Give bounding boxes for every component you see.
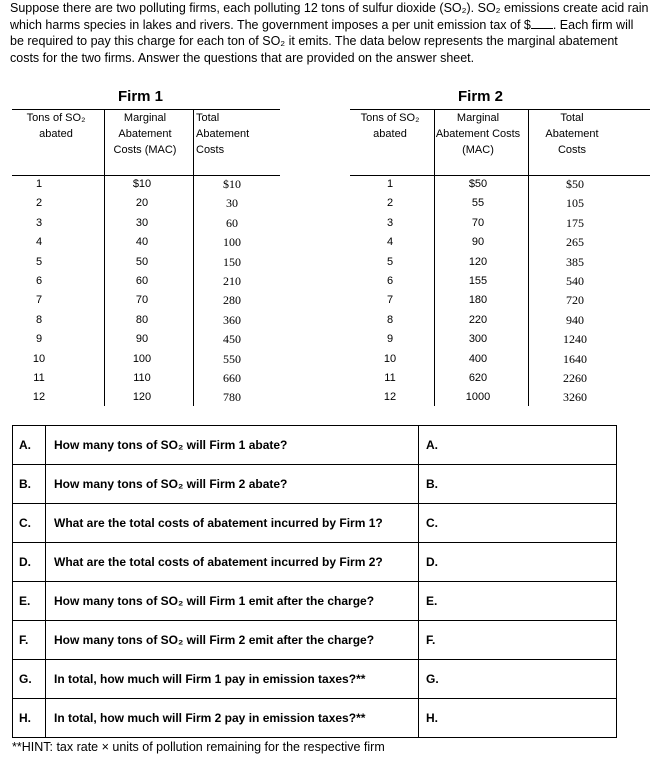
firm1-tons-cell: 7 [35, 294, 43, 307]
firm1-total-cell: 150 [223, 254, 241, 269]
firm1-header-mac: Marginal Abatement Costs (MAC) [113, 112, 177, 156]
firm1-mac-cell: 110 [133, 371, 151, 384]
firm2-tons-cell: 12 [383, 391, 397, 404]
question-letter: F. [13, 621, 46, 660]
firm1-tons-cell: 5 [35, 255, 43, 268]
firm2-tons-cell: 3 [386, 216, 394, 229]
firm1-title: Firm 1 [118, 88, 164, 105]
question-letter: E. [13, 582, 46, 621]
firm2-total-cell: 105 [566, 196, 584, 211]
firm2-tons-cell: 5 [386, 255, 394, 268]
question-letter: D. [13, 543, 46, 582]
firm2-tons-cell: 11 [384, 371, 396, 384]
firm1-total-cell: 100 [223, 235, 241, 250]
answer-cell[interactable]: B. [419, 465, 617, 504]
firm1-mac-cell: 40 [135, 236, 149, 249]
firm1-tons-cell: 4 [35, 236, 43, 249]
firm1-mac-cell: 120 [132, 391, 152, 404]
firm1-mac-cell: 100 [132, 352, 152, 365]
firm2-header-tons: Tons of SO₂ abated [360, 112, 420, 140]
firm2-mac-cell: 90 [471, 236, 485, 249]
question-text: What are the total costs of abatement incurred by Firm 1? [46, 504, 419, 543]
answer-cell[interactable]: A. [419, 426, 617, 465]
answer-cell[interactable]: F. [419, 621, 617, 660]
question-text: How many tons of SO₂ will Firm 1 emit after the charge? [46, 582, 419, 621]
firm1-mac-column [112, 175, 172, 408]
firm2-tons-cell: 4 [386, 236, 394, 249]
question-text: How many tons of SO₂ will Firm 2 abate? [46, 465, 419, 504]
firm2-total-cell: 1240 [563, 332, 587, 347]
question-letter: G. [13, 660, 46, 699]
firm1-tons-cell: 6 [35, 274, 43, 287]
answer-cell[interactable]: D. [419, 543, 617, 582]
firm1-header-tons: Tons of SO₂ abated [26, 112, 86, 140]
firm2-tons-cell: 6 [386, 274, 394, 287]
firm2-total-cell: 1640 [563, 351, 587, 366]
question-row [13, 582, 617, 621]
firm2-tons-column [375, 175, 405, 408]
firm1-total-cell: 210 [223, 273, 241, 288]
firm2-mac-cell: $50 [468, 178, 488, 190]
question-text: How many tons of SO₂ will Firm 2 emit after the charge? [46, 621, 419, 660]
firm2-tons-cell: 2 [386, 197, 394, 210]
question-text: In total, how much will Firm 1 pay in emission taxes?** [46, 660, 419, 699]
question-row [13, 426, 617, 465]
firm1-divider-2 [193, 110, 194, 406]
firm1-total-cell: 780 [223, 390, 241, 405]
firm2-total-cell: 265 [566, 235, 584, 250]
firm1-tons-column [24, 175, 54, 408]
firm2-title: Firm 2 [458, 88, 504, 105]
question-text: How many tons of SO₂ will Firm 1 abate? [46, 426, 419, 465]
firm2-header-mac: Marginal Abatement Costs (MAC) [435, 112, 521, 156]
question-text: What are the total costs of abatement incurred by Firm 2? [46, 543, 419, 582]
firm2-total-cell: 720 [566, 293, 584, 308]
intro-paragraph [10, 0, 650, 66]
firm1-total-cell: 280 [223, 293, 241, 308]
answer-cell[interactable]: G. [419, 660, 617, 699]
firm2-total-cell: $50 [566, 177, 584, 191]
firm1-total-cell: 660 [223, 370, 241, 385]
answer-cell[interactable]: H. [419, 699, 617, 738]
firm1-tons-cell: 9 [35, 333, 43, 346]
firm1-total-cell: 60 [226, 215, 238, 230]
firm2-tons-cell: 7 [386, 294, 394, 307]
firm1-total-cell: 450 [223, 332, 241, 347]
firm2-divider-1 [434, 110, 435, 406]
firm2-mac-column [448, 175, 508, 408]
firm1-tons-cell: 10 [32, 352, 46, 365]
firm2-mac-cell: 70 [471, 216, 485, 229]
question-letter: H. [13, 699, 46, 738]
firm2-total-cell: 3260 [563, 390, 587, 405]
firm2-tons-cell: 8 [386, 313, 394, 326]
question-letter: C. [13, 504, 46, 543]
firm1-header-total: Total Abatement Costs [196, 112, 250, 156]
firm2-total-cell: 940 [566, 312, 584, 327]
firm1-mac-cell: 60 [135, 274, 149, 287]
firm2-mac-cell: 620 [468, 371, 488, 384]
firm1-divider-1 [104, 110, 105, 406]
firm2-total-cell: 385 [566, 254, 584, 269]
firm1-tons-cell: 8 [35, 313, 43, 326]
firm1-total-cell: $10 [223, 177, 241, 191]
firm2-header-total: Total Abatement Costs [545, 112, 599, 156]
firm1-mac-cell: $10 [132, 178, 152, 190]
firm2-mac-cell: 120 [468, 255, 488, 268]
hint-text: **HINT: tax rate × units of pollution remaining for the respective firm [12, 740, 385, 754]
firm2-mac-cell: 400 [468, 352, 488, 365]
firm2-mac-cell: 1000 [465, 391, 491, 404]
intro-text: Suppose there are two polluting firms, each polluting 12 tons of sulfur dioxide (SO₂). SO₂ emissions create acid rain which harms species in lakes and rivers. The government imposes a per unit emission tax of $ [10, 1, 649, 32]
answer-cell[interactable]: C. [419, 504, 617, 543]
firm1-mac-cell: 90 [135, 333, 149, 346]
firm1-mac-cell: 30 [135, 216, 149, 229]
firm2-mac-cell: 300 [468, 333, 488, 346]
firm1-tons-cell: 12 [32, 391, 46, 404]
firm1-total-cell: 360 [223, 312, 241, 327]
firm2-tons-cell: 1 [386, 178, 394, 190]
firm2-mac-cell: 55 [471, 197, 485, 210]
firm1-tons-cell: 3 [35, 216, 43, 229]
firm1-mac-cell: 70 [135, 294, 149, 307]
firm2-divider-2 [528, 110, 529, 406]
question-letter: A. [13, 426, 46, 465]
firm2-tons-cell: 9 [386, 333, 394, 346]
question-letter: B. [13, 465, 46, 504]
question-row [13, 621, 617, 660]
firm1-tons-cell: 1 [35, 178, 43, 190]
firm2-mac-cell: 220 [468, 313, 488, 326]
firm2-total-cell: 175 [566, 215, 584, 230]
question-row [13, 504, 617, 543]
firm2-mac-cell: 180 [468, 294, 488, 307]
firm1-mac-cell: 20 [135, 197, 149, 210]
answer-cell[interactable]: E. [419, 582, 617, 621]
firm1-tons-cell: 2 [35, 197, 43, 210]
firm1-tons-cell: 11 [33, 371, 45, 384]
firm1-mac-cell: 50 [135, 255, 149, 268]
question-row [13, 465, 617, 504]
answer-sheet-table [12, 425, 617, 738]
intro-text-end: . Each firm will be required to pay this charge for each ton of SO₂ it emits. The data below represents the marginal abatement costs for the two firms. Answer the questions that are provided on the answer sheet. [10, 17, 634, 65]
question-row [13, 543, 617, 582]
question-row [13, 699, 617, 738]
question-row [13, 660, 617, 699]
firm2-total-column [545, 175, 605, 408]
firm2-total-cell: 2260 [563, 370, 587, 385]
tax-blank [531, 17, 553, 29]
firm1-mac-cell: 80 [135, 313, 149, 326]
firm1-total-column [202, 175, 262, 408]
firm2-total-cell: 540 [566, 273, 584, 288]
firm2-tons-cell: 10 [383, 352, 397, 365]
firm2-mac-cell: 155 [468, 274, 488, 287]
firm1-total-cell: 30 [226, 196, 238, 211]
question-text: In total, how much will Firm 2 pay in emission taxes?** [46, 699, 419, 738]
firm1-total-cell: 550 [223, 351, 241, 366]
